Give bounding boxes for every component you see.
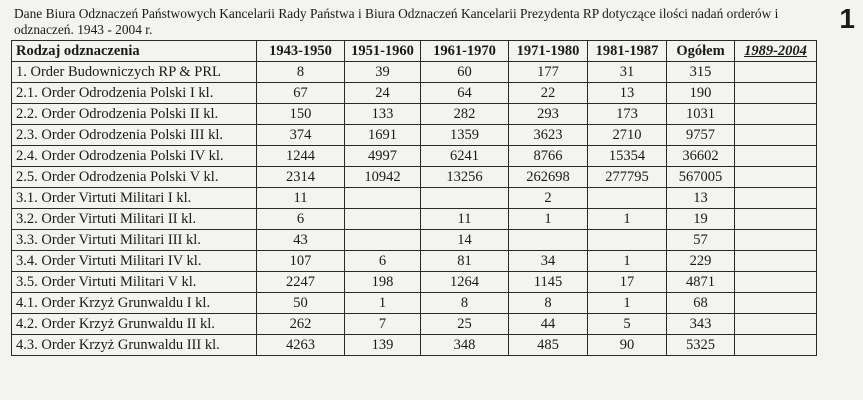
count-cell: 17 xyxy=(588,272,667,293)
award-name-cell: 2.4. Order Odrodzenia Polski IV kl. xyxy=(12,146,257,167)
table-row xyxy=(12,272,817,293)
count-cell: 4871 xyxy=(667,272,735,293)
count-cell: 1264 xyxy=(421,272,509,293)
award-name-cell: 3.5. Order Virtuti Militari V kl. xyxy=(12,272,257,293)
header-award-type: Rodzaj odznaczenia xyxy=(12,41,257,62)
count-cell: 262698 xyxy=(509,167,588,188)
count-cell xyxy=(509,230,588,251)
count-cell xyxy=(588,188,667,209)
count-cell xyxy=(735,251,817,272)
count-cell: 1 xyxy=(588,209,667,230)
count-cell xyxy=(588,230,667,251)
count-cell: 1244 xyxy=(257,146,345,167)
count-cell: 229 xyxy=(667,251,735,272)
count-cell: 1145 xyxy=(509,272,588,293)
count-cell: 190 xyxy=(667,83,735,104)
count-cell xyxy=(735,146,817,167)
count-cell: 1691 xyxy=(345,125,421,146)
count-cell xyxy=(735,188,817,209)
count-cell: 11 xyxy=(421,209,509,230)
count-cell: 343 xyxy=(667,314,735,335)
count-cell xyxy=(735,230,817,251)
document-caption: Dane Biura Odznaczeń Państwowych Kancelarii Rady Państwa i Biura Odznaczeń Kancelarii Prezydenta RP dotyczące ilości nadań orderów i odznaczeń. 1943 - 2004 r. xyxy=(14,6,779,37)
count-cell: 348 xyxy=(421,335,509,356)
count-cell: 173 xyxy=(588,104,667,125)
count-cell: 34 xyxy=(509,251,588,272)
award-name-cell: 2.3. Order Odrodzenia Polski III kl. xyxy=(12,125,257,146)
table-row xyxy=(12,62,817,83)
award-name-cell: 4.3. Order Krzyż Grunwaldu III kl. xyxy=(12,335,257,356)
count-cell: 7 xyxy=(345,314,421,335)
count-cell xyxy=(735,272,817,293)
count-cell: 25 xyxy=(421,314,509,335)
count-cell xyxy=(345,209,421,230)
count-cell: 24 xyxy=(345,83,421,104)
count-cell: 6 xyxy=(257,209,345,230)
count-cell: 198 xyxy=(345,272,421,293)
count-cell: 31 xyxy=(588,62,667,83)
table-header-row xyxy=(12,41,817,62)
count-cell xyxy=(735,293,817,314)
count-cell: 4997 xyxy=(345,146,421,167)
count-cell: 1 xyxy=(509,209,588,230)
count-cell: 2 xyxy=(509,188,588,209)
award-name-cell: 2.1. Order Odrodzenia Polski I kl. xyxy=(12,83,257,104)
count-cell: 43 xyxy=(257,230,345,251)
count-cell: 5325 xyxy=(667,335,735,356)
count-cell: 6241 xyxy=(421,146,509,167)
table-row xyxy=(12,188,817,209)
award-name-cell: 3.2. Order Virtuti Militari II kl. xyxy=(12,209,257,230)
count-cell: 139 xyxy=(345,335,421,356)
count-cell: 22 xyxy=(509,83,588,104)
table-row xyxy=(12,335,817,356)
award-name-cell: 4.1. Order Krzyż Grunwaldu I kl. xyxy=(12,293,257,314)
count-cell: 68 xyxy=(667,293,735,314)
count-cell: 50 xyxy=(257,293,345,314)
count-cell: 107 xyxy=(257,251,345,272)
count-cell: 90 xyxy=(588,335,667,356)
count-cell: 2314 xyxy=(257,167,345,188)
table-row xyxy=(12,209,817,230)
table-row xyxy=(12,293,817,314)
count-cell xyxy=(735,83,817,104)
count-cell: 19 xyxy=(667,209,735,230)
table-row xyxy=(12,314,817,335)
header-1961-1970: 1961-1970 xyxy=(421,41,509,62)
count-cell: 57 xyxy=(667,230,735,251)
count-cell: 60 xyxy=(421,62,509,83)
count-cell: 64 xyxy=(421,83,509,104)
awards-table xyxy=(11,40,817,356)
count-cell xyxy=(735,314,817,335)
count-cell: 2247 xyxy=(257,272,345,293)
count-cell: 177 xyxy=(509,62,588,83)
count-cell: 4263 xyxy=(257,335,345,356)
count-cell: 9757 xyxy=(667,125,735,146)
count-cell xyxy=(735,125,817,146)
table-row xyxy=(12,251,817,272)
header-1943-1950: 1943-1950 xyxy=(257,41,345,62)
count-cell: 6 xyxy=(345,251,421,272)
count-cell: 13256 xyxy=(421,167,509,188)
header-total: Ogółem xyxy=(667,41,735,62)
count-cell: 8 xyxy=(509,293,588,314)
table-row xyxy=(12,230,817,251)
table-row xyxy=(12,83,817,104)
count-cell xyxy=(735,209,817,230)
award-name-cell: 2.2. Order Odrodzenia Polski II kl. xyxy=(12,104,257,125)
header-1971-1980: 1971-1980 xyxy=(509,41,588,62)
award-name-cell: 1. Order Budowniczych RP & PRL xyxy=(12,62,257,83)
award-name-cell: 3.3. Order Virtuti Militari III kl. xyxy=(12,230,257,251)
count-cell: 1 xyxy=(588,251,667,272)
count-cell: 485 xyxy=(509,335,588,356)
count-cell: 150 xyxy=(257,104,345,125)
count-cell xyxy=(345,230,421,251)
table-row xyxy=(12,104,817,125)
award-name-cell: 4.2. Order Krzyż Grunwaldu II kl. xyxy=(12,314,257,335)
count-cell xyxy=(735,104,817,125)
count-cell: 8 xyxy=(421,293,509,314)
header-1989-2004: 1989-2004 xyxy=(735,41,817,62)
count-cell: 81 xyxy=(421,251,509,272)
count-cell: 1 xyxy=(345,293,421,314)
count-cell: 1031 xyxy=(667,104,735,125)
page-number: 1 xyxy=(839,3,855,34)
count-cell: 5 xyxy=(588,314,667,335)
count-cell: 8 xyxy=(257,62,345,83)
count-cell xyxy=(735,167,817,188)
count-cell: 133 xyxy=(345,104,421,125)
count-cell: 67 xyxy=(257,83,345,104)
count-cell: 13 xyxy=(667,188,735,209)
count-cell: 1 xyxy=(588,293,667,314)
count-cell xyxy=(735,335,817,356)
award-name-cell: 3.1. Order Virtuti Militari I kl. xyxy=(12,188,257,209)
count-cell: 3623 xyxy=(509,125,588,146)
count-cell: 39 xyxy=(345,62,421,83)
count-cell: 36602 xyxy=(667,146,735,167)
count-cell: 315 xyxy=(667,62,735,83)
count-cell: 277795 xyxy=(588,167,667,188)
header-1951-1960: 1951-1960 xyxy=(345,41,421,62)
count-cell xyxy=(735,62,817,83)
count-cell: 8766 xyxy=(509,146,588,167)
count-cell: 282 xyxy=(421,104,509,125)
table-row xyxy=(12,146,817,167)
count-cell: 13 xyxy=(588,83,667,104)
count-cell: 44 xyxy=(509,314,588,335)
count-cell: 2710 xyxy=(588,125,667,146)
count-cell: 262 xyxy=(257,314,345,335)
count-cell: 293 xyxy=(509,104,588,125)
award-name-cell: 3.4. Order Virtuti Militari IV kl. xyxy=(12,251,257,272)
count-cell: 10942 xyxy=(345,167,421,188)
count-cell: 1359 xyxy=(421,125,509,146)
count-cell: 567005 xyxy=(667,167,735,188)
count-cell: 14 xyxy=(421,230,509,251)
count-cell: 11 xyxy=(257,188,345,209)
header-1981-1987: 1981-1987 xyxy=(588,41,667,62)
table-row xyxy=(12,167,817,188)
count-cell: 15354 xyxy=(588,146,667,167)
award-name-cell: 2.5. Order Odrodzenia Polski V kl. xyxy=(12,167,257,188)
count-cell xyxy=(345,188,421,209)
table-row xyxy=(12,125,817,146)
count-cell: 374 xyxy=(257,125,345,146)
count-cell xyxy=(421,188,509,209)
